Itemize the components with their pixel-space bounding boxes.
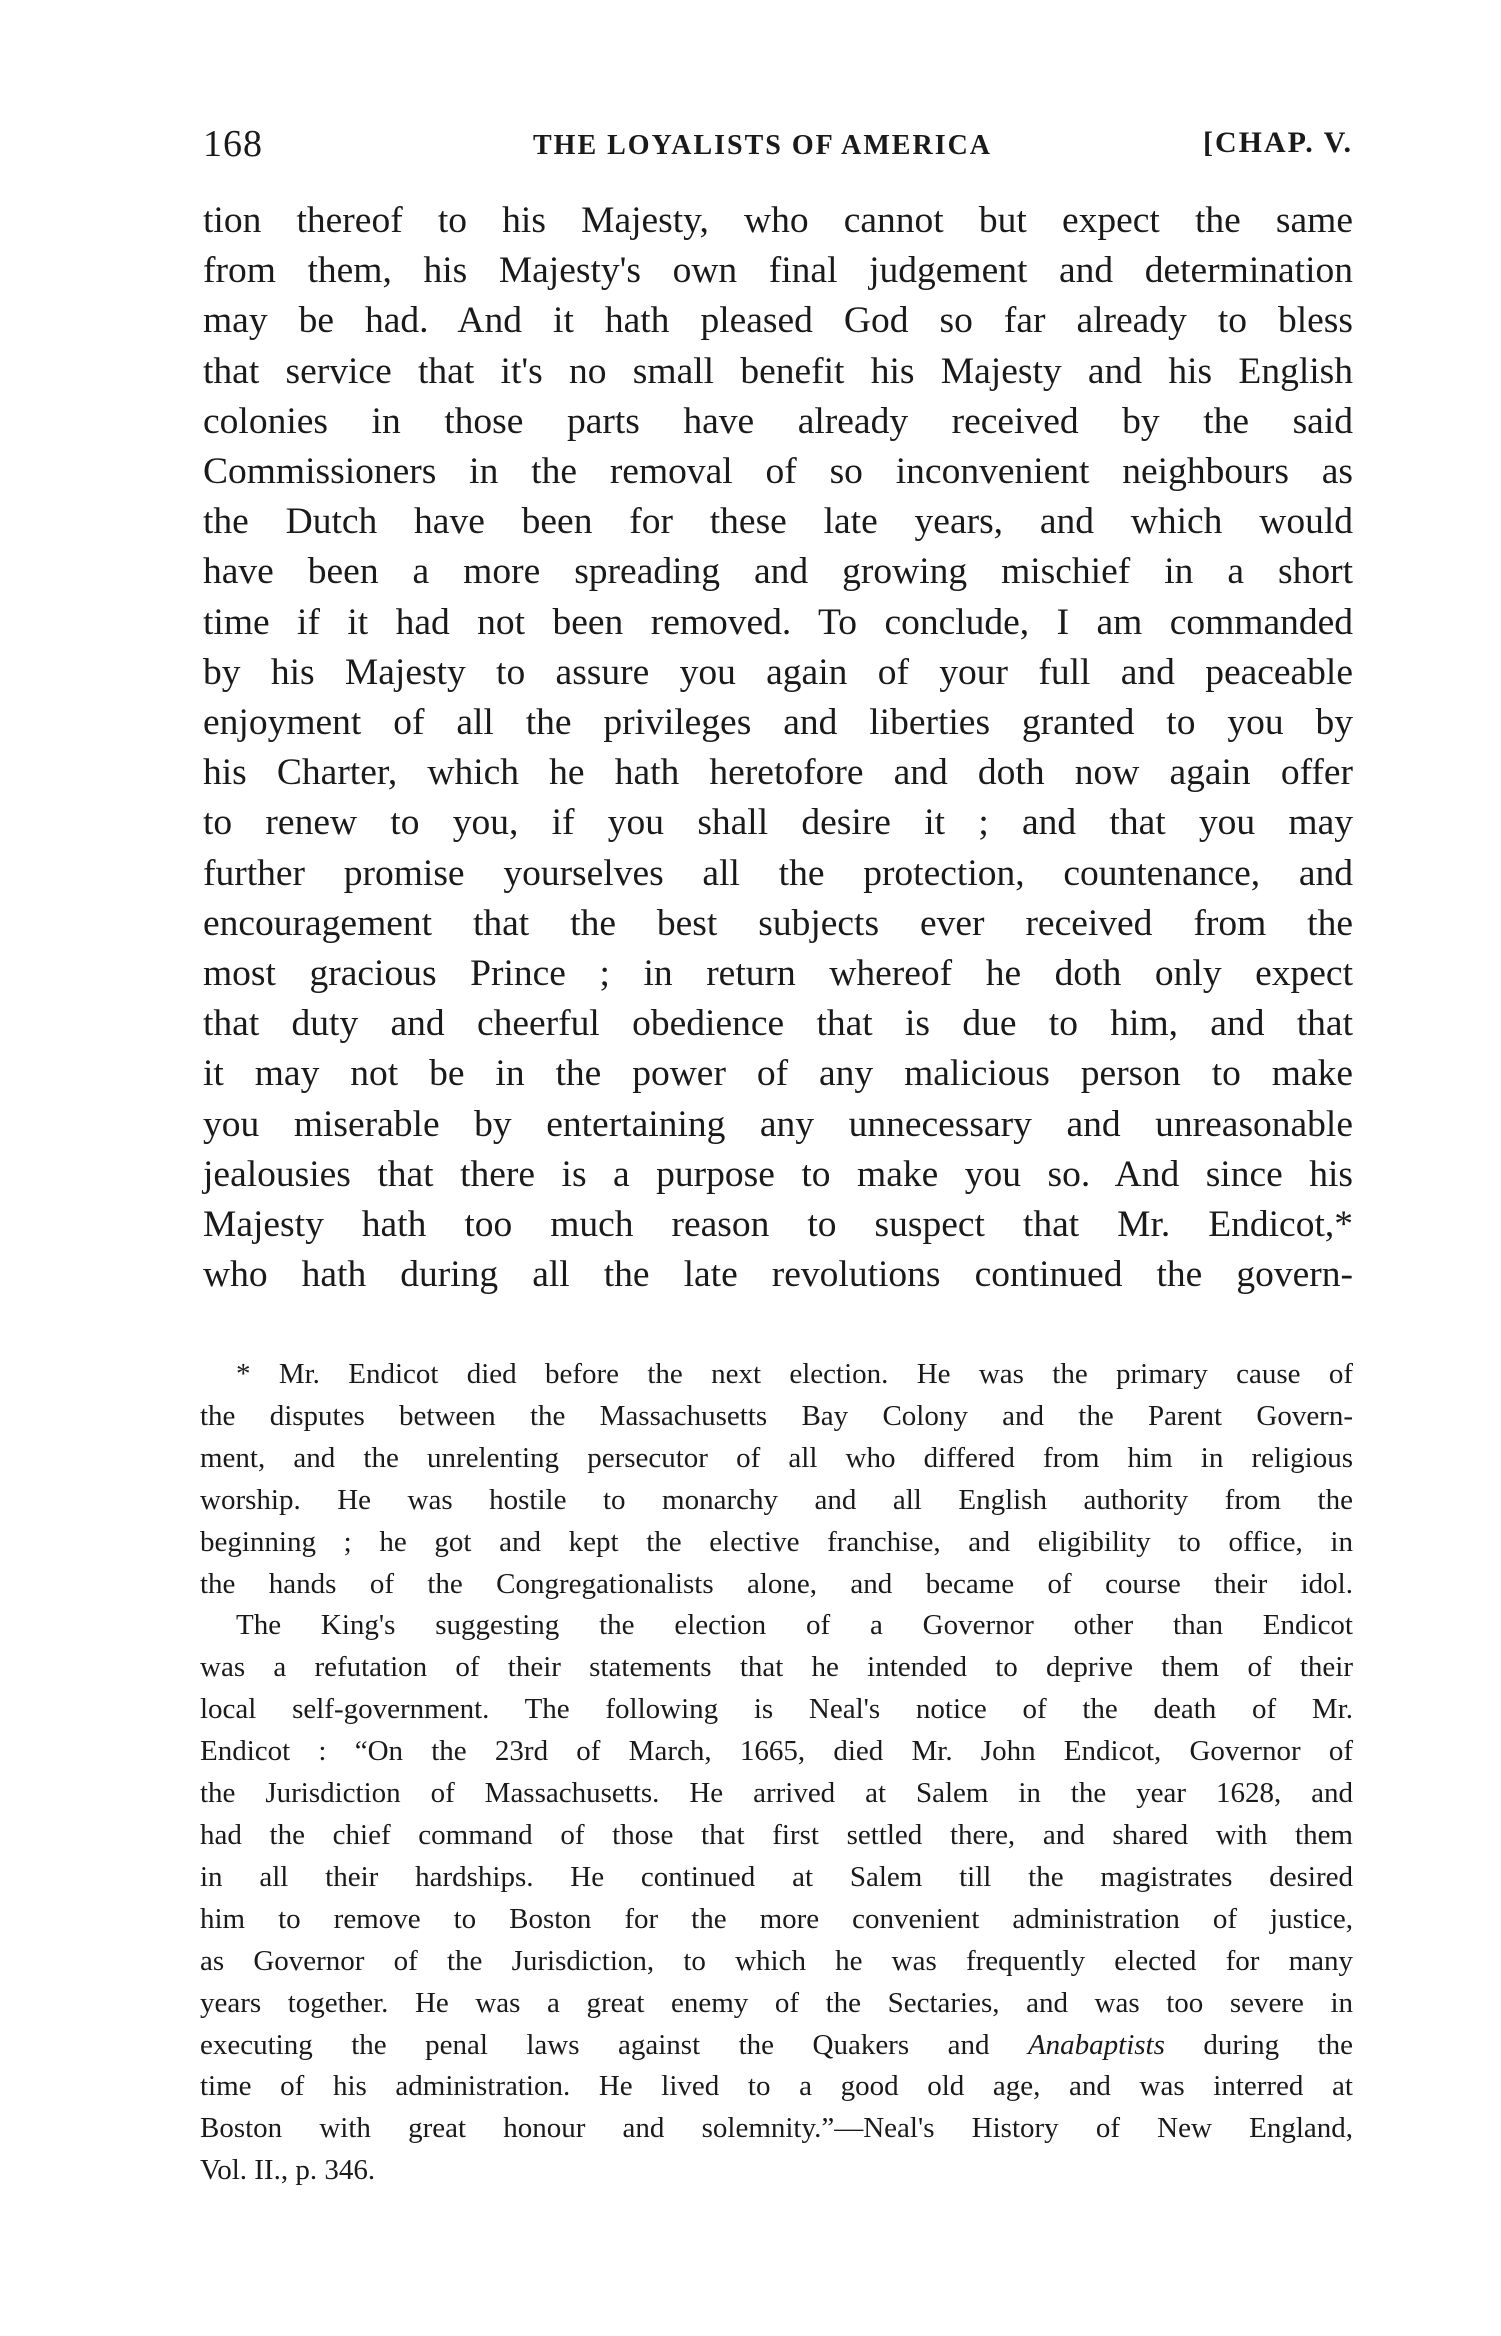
footnote-text: executing the penal laws against the Quakers and [200, 2028, 1028, 2061]
footnote-line: him to remove to Boston for the more convenient administration of justice, [200, 1902, 1353, 1935]
footnote-line: as Governor of the Jurisdiction, to which he was frequently elected for many [200, 1944, 1353, 1977]
body-line: his Charter, which he hath heretofore and doth now again offer [203, 752, 1353, 794]
footnote-line: * Mr. Endicot died before the next election. He was the primary cause of [236, 1358, 1353, 1390]
footnote-paragraph-1 [200, 1354, 1353, 1605]
body-line: further promise yourselves all the protection, countenance, and [203, 852, 1353, 894]
running-title: THE LOYALISTS OF AMERICA [533, 130, 993, 161]
body-line: who hath during all the late revolutions continued the govern- [203, 1254, 1353, 1296]
body-line: time if it had not been removed. To conclude, I am commanded [203, 601, 1353, 643]
footnote-line: worship. He was hostile to monarchy and all English authority from the [200, 1483, 1353, 1516]
footnote-line: the hands of the Congregationalists alone, and became of course their idol. [200, 1567, 1353, 1600]
body-line: have been a more spreading and growing mischief in a short [203, 551, 1353, 593]
body-line: the Dutch have been for these late years, and which would [203, 501, 1353, 543]
body-line: colonies in those parts have already received by the said [203, 400, 1353, 442]
body-line: jealousies that there is a purpose to make you so. And since his [203, 1153, 1353, 1195]
body-line: Commissioners in the removal of so inconvenient neighbours as [203, 451, 1353, 493]
footnote-line: The King's suggesting the election of a Governor other than Endicot [236, 1609, 1353, 1642]
body-line: from them, his Majesty's own final judgement and determination [203, 250, 1353, 292]
footnote-line: the Jurisdiction of Massachusetts. He arrived at Salem in the year 1628, and [200, 1777, 1353, 1810]
body-line: most gracious Prince ; in return whereof he doth only expect [203, 953, 1353, 995]
body-line: may be had. And it hath pleased God so far already to bless [203, 300, 1353, 342]
footnote-line: local self-government. The following is Neal's notice of the death of Mr. [200, 1693, 1353, 1726]
body-line: it may not be in the power of any malicious person to make [203, 1053, 1353, 1095]
body-line: Majesty hath too much reason to suspect that Mr. Endicot,* [203, 1204, 1353, 1246]
footnote-line: ment, and the unrelenting persecutor of all who differed from him in religious [200, 1441, 1353, 1474]
footnote-line: the disputes between the Massachusetts Bay Colony and the Parent Govern- [200, 1399, 1353, 1432]
italic-term: Anabaptists [1027, 2028, 1165, 2061]
footnote-line-with-italic [200, 2025, 1353, 2067]
footnote-line: Boston with great honour and solemnity.”—Neal's History of New England, [200, 2112, 1353, 2145]
footnote-line: time of his administration. He lived to a good old age, and was interred at [200, 2070, 1353, 2103]
footnote-line: beginning ; he got and kept the elective franchise, and eligibility to office, in [200, 1525, 1353, 1558]
body-line: tion thereof to his Majesty, who cannot but expect the same [203, 200, 1353, 241]
body-line: by his Majesty to assure you again of your full and peaceable [203, 651, 1353, 693]
body-line: that duty and cheerful obedience that is due to him, and that [203, 1003, 1353, 1045]
body-line: enjoyment of all the privileges and liberties granted to you by [203, 702, 1353, 744]
footnote [200, 1354, 1353, 2192]
chapter-reference: [CHAP. V. [1203, 126, 1353, 159]
body-line: you miserable by entertaining any unnecessary and unreasonable [203, 1103, 1353, 1145]
footnote-line: had the chief command of those that first settled there, and shared with them [200, 1818, 1353, 1851]
page-number: 168 [203, 123, 263, 165]
footnote-line: was a refutation of their statements that he intended to deprive them of their [200, 1651, 1353, 1684]
footnote-line: in all their hardships. He continued at Salem till the magistrates desired [200, 1860, 1353, 1893]
body-line: that service that it's no small benefit his Majesty and his English [203, 350, 1353, 392]
footnote-line: Endicot : “On the 23rd of March, 1665, died Mr. John Endicot, Governor of [200, 1735, 1353, 1768]
body-text [203, 196, 1353, 1300]
body-line: to renew to you, if you shall desire it ; and that you may [203, 802, 1353, 844]
footnote-line: Vol. II., p. 346. [200, 2154, 376, 2187]
body-line: encouragement that the best subjects ever received from the [203, 902, 1353, 944]
footnote-line: years together. He was a great enemy of the Sectaries, and was too severe in [200, 1986, 1353, 2019]
footnote-paragraph-2 [200, 1605, 1353, 2192]
footnote-text: during the [1164, 2028, 1353, 2061]
page-header [203, 122, 1353, 170]
